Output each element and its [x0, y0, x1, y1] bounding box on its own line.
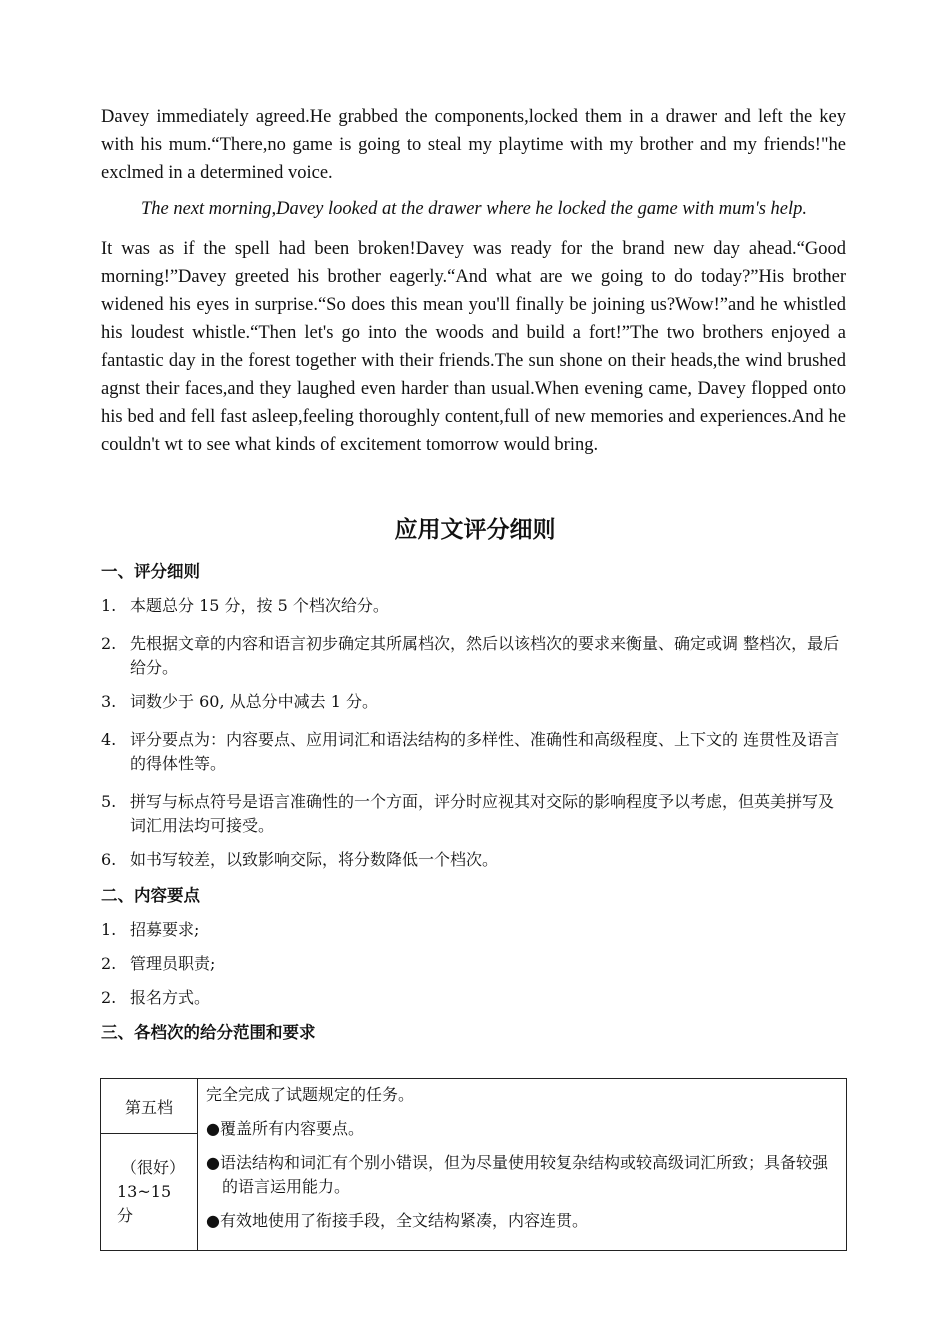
level-description-cell: [198, 1079, 847, 1251]
item-text: 报名方式。: [130, 988, 211, 1007]
story-paragraph-1: Davey immediately agreed.He grabbed the components,locked them in a drawer and left the key with his mum.“There,no game is going to steal my playtime with my brother and my friends!"he exclmed in a determined voice.: [101, 107, 846, 183]
item-text: 拼写与标点符号是语言准确性的一个方面，评分时应视其对交际的影响程度予以考虑，但英美拼写及词汇用法均可接受。: [130, 792, 835, 835]
content-point-2: [101, 952, 846, 976]
level-quality: （很好）: [121, 1158, 186, 1177]
item-text: 词数少于 60, 从总分中减去 1 分。: [130, 692, 378, 711]
description-bullet: ●语法结构和词汇有个别小错误，但为尽量使用较复杂结构或较高级词汇所致；具备较强的语言运用能力。: [206, 1153, 828, 1196]
item-number: 2.: [101, 954, 117, 973]
criteria-item-6: [101, 848, 846, 872]
description-bullet: ●有效地使用了衔接手段，全文结构紧凑，内容连贯。: [206, 1211, 588, 1230]
criteria-item-2: [101, 632, 846, 680]
item-text: 招募要求;: [130, 920, 200, 939]
item-text: 如书写较差，以致影响交际，将分数降低一个档次。: [130, 850, 499, 869]
level-name-cell: [101, 1079, 198, 1134]
story-paragraph-3: It was as if the spell had been broken!Davey was ready for the brand new day ahead.“Good morning!”Davey greeted his brother eagerly.“And what are we going to do today?”His brother widened his eyes in surprise.“So does this mean you'll finally be joining us?Wow!”and he whistled his loudest whistle.“Then let's go into the woods and build a fort!”The two brothers enjoyed a fantastic day in the forest together with their friends.The sun shone on their heads,the wind brushed agnst their faces,and they laughed even harder than usual.When evening came, Davey flopped onto his bed and fell fast asleep,feeling thoroughly content,full of new memories and experiences.And he couldn't wt to see what kinds of excitement tomorrow would bring.: [101, 239, 846, 455]
section-heading-grade-levels: 三、各档次的给分范围和要求: [101, 1023, 316, 1042]
level-name: 第五档: [124, 1097, 173, 1117]
content-point-1: [101, 918, 846, 942]
level-range: 13~15: [117, 1182, 172, 1201]
description-intro: 完全完成了试题规定的任务。: [206, 1085, 415, 1104]
item-text: 评分要点为：内容要点、应用词汇和语法结构的多样性、准确性和高级程度、上下文的 连贯性及语言的得体性等。: [130, 730, 840, 773]
rubric-title: 应用文评分细则: [394, 517, 556, 543]
table-row: [101, 1079, 847, 1134]
item-text: 本题总分 15 分，按 5 个档次给分。: [130, 596, 389, 615]
item-number: 1.: [101, 596, 117, 615]
item-number: 6.: [101, 850, 117, 869]
item-text: 管理员职责;: [130, 954, 216, 973]
item-number: 5.: [101, 792, 117, 811]
description-bullet: ●覆盖所有内容要点。: [206, 1119, 364, 1138]
criteria-item-4: [101, 728, 846, 776]
grade-table: [100, 1078, 847, 1251]
item-text: 先根据文章的内容和语言初步确定其所属档次，然后以该档次的要求来衡量、确定或调 整档次，最后给分。: [130, 634, 840, 677]
section-heading-criteria: 一、评分细则: [101, 562, 200, 581]
criteria-item-5: [101, 790, 846, 838]
criteria-item-3: [101, 690, 846, 714]
section-heading-content-points: 二、内容要点: [101, 886, 200, 905]
item-number: 3.: [101, 692, 117, 711]
level-unit: 分: [117, 1206, 134, 1225]
item-number: 4.: [101, 730, 117, 749]
item-number: 2.: [101, 988, 117, 1007]
item-number: 2.: [101, 634, 117, 653]
content-point-3: [101, 986, 846, 1010]
item-number: 1.: [101, 920, 117, 939]
criteria-item-1: [101, 594, 846, 618]
story-paragraph-2: The next morning,Davey looked at the drawer where he locked the game with mum's help.: [141, 199, 808, 219]
level-range-cell: [101, 1134, 198, 1251]
